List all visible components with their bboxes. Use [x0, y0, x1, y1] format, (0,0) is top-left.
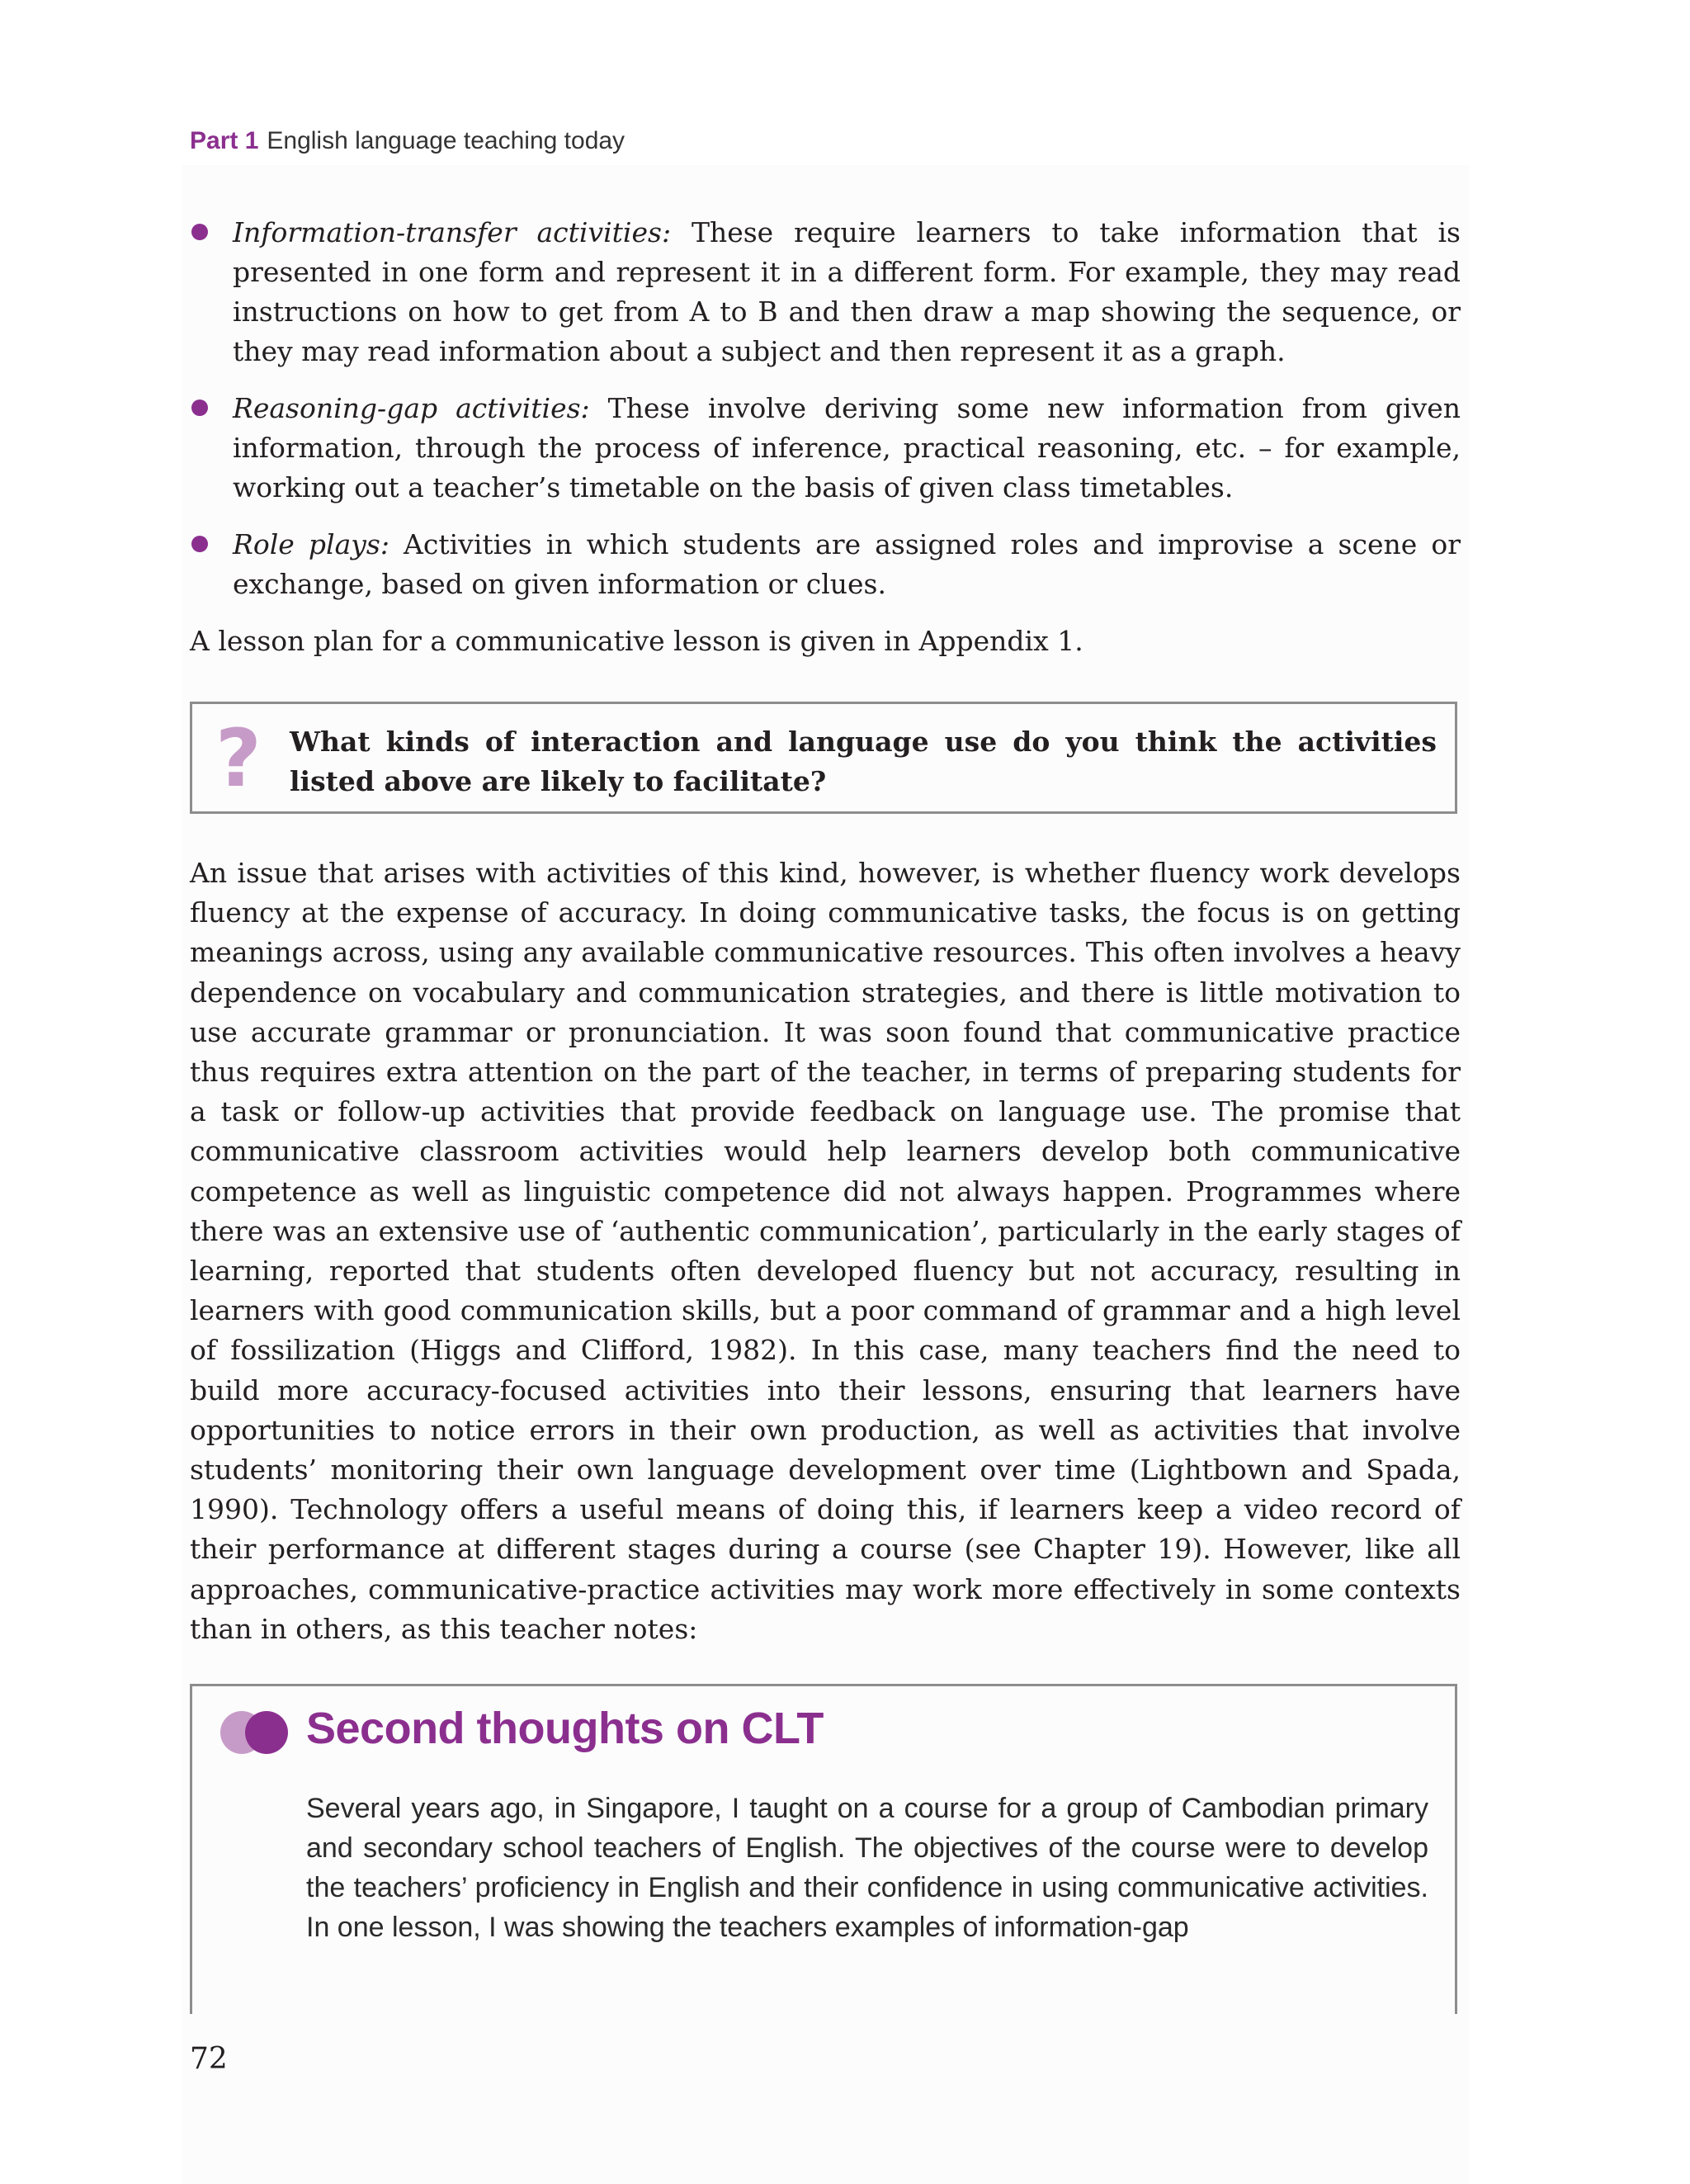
question-text: What kinds of interaction and language use do you think the activities listed above are likely to facilitate? [290, 726, 1437, 797]
question-box [190, 702, 1457, 814]
question-mark-icon: ? [215, 712, 262, 805]
bullet-text: These require learners to take information that is presented in one form and represent it in a different form. For example, they may read instructions on how to get from A to B and then draw a map showing the sequence, or they may read information about a subject and then represent it as a graph. [233, 216, 1461, 367]
part-title: English language teaching today [267, 127, 625, 154]
list-item [190, 389, 1461, 508]
body-paragraph: An issue that arises with activities of this kind, however, is whether fluency work develops fluency at the expense of accuracy. In doing communicative tasks, the focus is on getting meanings across, using any available communicative resources. This often involves a heavy dependence on vocabulary and communication strategies, and there is little motivation to use accurate grammar or pronunciation. It was soon found that communicative practice thus requires extra attention on the part of the teacher, in terms of preparing students for a task or follow-up activities that provide feedback on language use. The promise that communicative classroom activities would help learners develop both communicative competence as well as linguistic competence did not always happen. Programmes where there was an extensive use of ‘authentic communication’, particularly in the early stages of learning, reported that students often developed fluency but not accuracy, resulting in learners with good communication skills, but a poor command of grammar and a high level of fossilization (Higgs and Clifford, 1982). In this case, many teachers find the need to build more accuracy-focused activities into their lessons, ensuring that learners have opportunities to notice errors in their own production, as well as activities that involve students’ monitoring their own language development over time (Lightbown and Spada, 1990). Technology offers a useful means of doing this, if learners keep a video record of their performance at different stages during a course (see Chapter 19). However, like all approaches, communicative-practice activities may work more effectively in some contexts than in others, as this teacher notes: [190, 857, 1461, 1645]
running-header [190, 127, 625, 155]
clt-box-title: Second thoughts on CLT [306, 1704, 824, 1753]
clt-box-text: Several years ago, in Singapore, I taught on a course for a group of Cambodian primary and secondary school teachers of English. The objectives of the course were to develop the teachers’ proficiency in English and their confidence in using communicative activities. In one lesson, I was showing the teachers examples of information-gap [306, 1793, 1428, 1943]
bullet-term: Role plays: [233, 528, 389, 560]
lesson-plan-note: A lesson plan for a communicative lesson is given in Appendix 1. [190, 625, 1083, 657]
bullet-text: These involve deriving some new information from given information, through the process of inference, practical reasoning, etc. – for example, working out a teacher’s timetable on the basis of given class timetables. [233, 392, 1461, 503]
part-label: Part 1 [190, 127, 259, 154]
bullet-text: Activities in which students are assigned roles and improvise a scene or exchange, based on given information or clues. [233, 528, 1461, 600]
activity-list [190, 213, 1461, 661]
circles-icon [220, 1711, 290, 1754]
bullet-icon [191, 399, 208, 416]
clt-box [190, 1684, 1457, 2014]
page-number: 72 [190, 2042, 228, 2076]
bullet-icon [191, 224, 208, 240]
bullet-term: Information-transfer activities: [233, 216, 672, 248]
bullet-term: Reasoning-gap activities: [233, 392, 590, 424]
list-item [190, 213, 1461, 371]
list-item [190, 525, 1461, 604]
bullet-icon [191, 536, 208, 552]
